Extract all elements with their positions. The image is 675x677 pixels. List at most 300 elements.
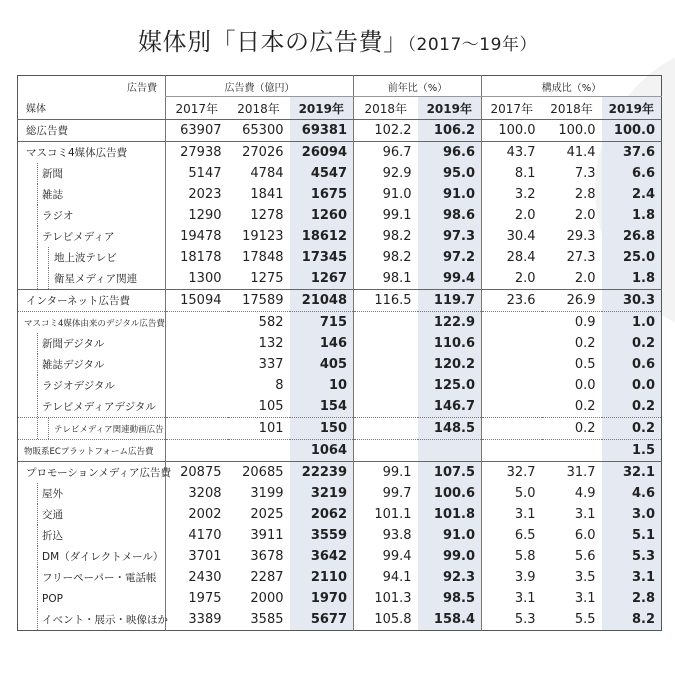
- row-label: [18, 504, 166, 525]
- table-cell: 5.1: [602, 525, 662, 546]
- indent-guide: [37, 375, 38, 396]
- table-cell: 91.0: [418, 525, 482, 546]
- header-year: 2018年: [542, 97, 602, 120]
- table-cell: 21048: [290, 290, 354, 312]
- table-cell: 105.8: [354, 609, 418, 631]
- table-cell: 17345: [290, 247, 354, 268]
- table-cell: 3208: [166, 483, 228, 504]
- table-cell: 98.1: [354, 268, 418, 290]
- row-label-text: 交通: [42, 509, 63, 521]
- table-cell: 18612: [290, 226, 354, 247]
- table-cell: 1.8: [602, 205, 662, 226]
- table-row: [18, 205, 662, 226]
- table-cell: 3642: [290, 546, 354, 567]
- row-label-text: 総広告費: [26, 125, 68, 137]
- table-cell: 99.1: [354, 462, 418, 484]
- table-cell: 3.9: [482, 567, 542, 588]
- table-cell: 0.2: [602, 396, 662, 418]
- row-label: [18, 205, 166, 226]
- table-cell: 1300: [166, 268, 228, 290]
- table-cell: 1267: [290, 268, 354, 290]
- table-cell: 2287: [250, 570, 284, 585]
- table-cell: 2110: [290, 567, 354, 588]
- row-label-text: ラジオ: [42, 210, 74, 222]
- row-label-text: テレビメディア: [42, 231, 115, 243]
- table-cell: 100.0: [482, 120, 542, 142]
- row-label-text: POP: [42, 592, 63, 605]
- title-years: （2017〜19年）: [407, 35, 537, 55]
- indent-guide: [37, 483, 38, 504]
- indent-guide: [37, 333, 38, 354]
- header-year-row: [18, 97, 662, 120]
- table-cell: [354, 333, 418, 354]
- table-cell: [228, 440, 290, 462]
- row-label-text: 雑誌: [42, 189, 63, 201]
- table-row: [18, 525, 662, 546]
- table-cell: 2023: [166, 184, 228, 205]
- table-cell: 0.9: [542, 312, 602, 334]
- row-label-text: 衛星メディア関連: [54, 273, 138, 285]
- row-label: [18, 333, 166, 354]
- table-cell: 0.2: [574, 336, 596, 351]
- table-cell: 3199: [250, 486, 284, 501]
- table-cell: 125.0: [418, 375, 482, 396]
- table-cell: [482, 375, 542, 396]
- header-year: 2019年: [290, 97, 354, 120]
- table-cell: 28.4: [482, 247, 542, 268]
- table-cell: 2.0: [482, 205, 542, 226]
- row-label: [18, 418, 166, 440]
- row-label: [18, 163, 166, 184]
- table-cell: 27026: [228, 142, 290, 164]
- table-cell: 2.0: [574, 208, 596, 223]
- table-row: [18, 546, 662, 567]
- table-cell: 23.6: [482, 290, 542, 312]
- row-label: [18, 268, 166, 290]
- table-row: [18, 226, 662, 247]
- indent-guide: [37, 546, 38, 567]
- indent-guide: [37, 163, 38, 184]
- table-cell: 119.7: [418, 290, 482, 312]
- table-cell: 27.3: [566, 250, 596, 265]
- table-cell: 18178: [166, 247, 228, 268]
- table-cell: [482, 312, 542, 334]
- table-row: [18, 396, 662, 418]
- indent-guide: [37, 184, 38, 205]
- table-cell: [482, 440, 542, 462]
- row-label-text: 雑誌デジタル: [42, 359, 105, 371]
- header-corner-top: 広告費: [127, 82, 157, 94]
- table-cell: 3219: [290, 483, 354, 504]
- table-cell: 20875: [166, 462, 228, 484]
- table-cell: 2.8: [574, 187, 596, 202]
- row-label-text: 新聞: [42, 168, 63, 180]
- table-cell: 1975: [166, 588, 228, 609]
- table-cell: 1260: [290, 205, 354, 226]
- title-main: 媒体別「日本の広告費」: [138, 28, 408, 56]
- table-cell: 8.1: [482, 163, 542, 184]
- table-cell: 6.0: [574, 528, 596, 543]
- table-cell: [354, 396, 418, 418]
- table-row: [18, 312, 662, 334]
- row-label-text: マスコミ4媒体広告費: [26, 147, 128, 159]
- table-cell: 4.9: [574, 486, 596, 501]
- row-label: [18, 483, 166, 504]
- table-cell: 91.0: [354, 184, 418, 205]
- table-cell: 30.4: [482, 226, 542, 247]
- table-row: [18, 483, 662, 504]
- indent-guide: [48, 268, 49, 289]
- table-row: [18, 268, 662, 290]
- row-label-text: 新聞デジタル: [42, 338, 105, 350]
- table-cell: 0.2: [574, 399, 596, 414]
- header-corner-bottom: 媒体: [18, 97, 166, 120]
- table-cell: 150: [290, 418, 354, 440]
- table-cell: 0.2: [542, 418, 602, 440]
- table-cell: 3.1: [482, 588, 542, 609]
- table-cell: 63907: [166, 120, 228, 142]
- row-label-text: プロモーションメディア広告費: [26, 467, 172, 479]
- row-label: [18, 588, 166, 609]
- table-cell: 116.5: [354, 290, 418, 312]
- table-row: [18, 609, 662, 631]
- table-row: [18, 184, 662, 205]
- table-cell: [482, 418, 542, 440]
- table-cell: 0.2: [602, 418, 662, 440]
- table-cell: 98.5: [418, 588, 482, 609]
- row-label: [18, 567, 166, 588]
- header-year: 2018年: [354, 97, 418, 120]
- table-cell: 98.2: [354, 226, 418, 247]
- table-cell: 8.2: [602, 609, 662, 631]
- table-cell: 22239: [290, 462, 354, 484]
- table-cell: [354, 440, 418, 462]
- table-cell: 3389: [166, 609, 228, 631]
- table-cell: 19123: [242, 229, 284, 244]
- table-cell: [166, 312, 228, 334]
- header-group-share: 構成比（%）: [482, 76, 662, 97]
- table-cell: 5147: [166, 163, 228, 184]
- row-label: [18, 142, 166, 164]
- row-label: [18, 184, 166, 205]
- row-label: [18, 525, 166, 546]
- table-row: [18, 462, 662, 484]
- table-cell: 99.0: [418, 546, 482, 567]
- table-cell: 337: [258, 357, 284, 372]
- indent-guide: [37, 504, 38, 525]
- table-cell: 1970: [290, 588, 354, 609]
- table-cell: 3559: [290, 525, 354, 546]
- row-label-text: マスコミ4媒体由来のデジタル広告費: [24, 318, 165, 329]
- table-row: [18, 354, 662, 375]
- table-cell: 0.2: [602, 333, 662, 354]
- table-cell: [482, 333, 542, 354]
- table-cell: 27938: [166, 142, 228, 164]
- table-cell: [354, 354, 418, 375]
- header-year: 2017年: [166, 97, 228, 120]
- table-cell: 3.0: [602, 504, 662, 525]
- table-cell: 30.3: [602, 290, 662, 312]
- row-label-text: 折込: [42, 530, 63, 542]
- table-cell: 2.0: [574, 271, 596, 286]
- table-row: [18, 588, 662, 609]
- table-cell: 1278: [250, 208, 284, 223]
- indent-guide: [37, 354, 38, 375]
- indent-guide: [37, 588, 38, 609]
- table-cell: 26.8: [602, 226, 662, 247]
- table-cell: 2000: [250, 591, 284, 606]
- table-cell: 120.2: [418, 354, 482, 375]
- table-cell: 100.0: [602, 120, 662, 142]
- table-row: [18, 504, 662, 525]
- table-cell: 5677: [290, 609, 354, 631]
- table-cell: 65300: [228, 120, 290, 142]
- row-label: [18, 354, 166, 375]
- indent-guide: [37, 205, 38, 226]
- table-cell: 99.7: [354, 483, 418, 504]
- table-cell: 154: [290, 396, 354, 418]
- table-cell: 17589: [228, 290, 290, 312]
- row-label: [18, 226, 166, 247]
- row-label-text: インターネット広告費: [26, 295, 131, 307]
- page-title: [0, 22, 675, 57]
- table-cell: 98.2: [354, 247, 418, 268]
- table-cell: 41.4: [542, 142, 602, 164]
- row-label: [18, 609, 166, 631]
- table-row: [18, 567, 662, 588]
- table-cell: [482, 354, 542, 375]
- table-cell: 2430: [166, 567, 228, 588]
- indent-guide: [37, 609, 38, 630]
- table-cell: 1675: [290, 184, 354, 205]
- table-cell: 3.1: [574, 507, 596, 522]
- header-group-yoy: 前年比（%）: [354, 76, 482, 97]
- table-cell: 107.5: [418, 462, 482, 484]
- table-cell: 1290: [166, 205, 228, 226]
- table-cell: 2.0: [482, 268, 542, 290]
- table-cell: [418, 440, 482, 462]
- table-cell: 10: [290, 375, 354, 396]
- table-cell: 1064: [290, 440, 354, 462]
- table-cell: 19478: [166, 226, 228, 247]
- table-cell: [542, 440, 602, 462]
- table-row: [18, 163, 662, 184]
- row-label-text: 物販系ECプラットフォーム広告費: [24, 446, 154, 457]
- table-cell: [354, 418, 418, 440]
- table-row: [18, 333, 662, 354]
- table-cell: 5.0: [482, 483, 542, 504]
- table-cell: 0.5: [574, 357, 596, 372]
- table-cell: 2025: [250, 507, 284, 522]
- table-row: [18, 375, 662, 396]
- table-cell: 0.6: [602, 354, 662, 375]
- table-cell: 148.5: [418, 418, 482, 440]
- table-cell: 25.0: [602, 247, 662, 268]
- table-cell: 97.2: [418, 247, 482, 268]
- table-cell: 95.0: [418, 163, 482, 184]
- table-cell: 5.6: [574, 549, 596, 564]
- table-cell: 20685: [228, 462, 290, 484]
- ad-expenditure-table: [17, 75, 662, 631]
- table-cell: 146.7: [418, 396, 482, 418]
- table-cell: 101.1: [354, 504, 418, 525]
- table-cell: 31.7: [542, 462, 602, 484]
- table-cell: 5.3: [482, 609, 542, 631]
- table-cell: [354, 375, 418, 396]
- header-year: 2017年: [482, 97, 542, 120]
- table-cell: 94.1: [354, 567, 418, 588]
- table-cell: 582: [228, 312, 290, 334]
- table-cell: 100.0: [542, 120, 602, 142]
- table-cell: [166, 418, 228, 440]
- table-cell: 715: [290, 312, 354, 334]
- table-cell: 3701: [166, 546, 228, 567]
- table-cell: 93.8: [354, 525, 418, 546]
- indent-guide: [48, 247, 49, 268]
- table-cell: 0.0: [574, 378, 596, 393]
- row-label-text: テレビメディアデジタル: [42, 401, 156, 413]
- row-label-text: イベント・展示・映像ほか: [42, 614, 168, 626]
- table-cell: 96.6: [418, 142, 482, 164]
- row-label: [18, 312, 166, 334]
- table-cell: 158.4: [418, 609, 482, 631]
- table-cell: 99.4: [354, 546, 418, 567]
- row-label: [18, 546, 166, 567]
- table-cell: 92.3: [418, 567, 482, 588]
- table-cell: 102.2: [354, 120, 418, 142]
- table-cell: 100.6: [418, 483, 482, 504]
- table-cell: 105: [258, 399, 284, 414]
- indent-guide: [37, 525, 38, 546]
- table-cell: [166, 440, 228, 462]
- table-row: [18, 290, 662, 312]
- table-cell: 1.8: [602, 268, 662, 290]
- table-cell: [482, 396, 542, 418]
- indent-guide: [48, 418, 49, 439]
- table-cell: 5.8: [482, 546, 542, 567]
- table-cell: [354, 312, 418, 334]
- table-cell: 2.8: [602, 588, 662, 609]
- row-label-text: 屋外: [42, 488, 63, 500]
- table-cell: 8: [275, 378, 284, 393]
- row-label: [18, 440, 166, 462]
- table-cell: 101.8: [418, 504, 482, 525]
- row-label-text: テレビメディア関連動画広告: [54, 424, 164, 435]
- table-body: [18, 120, 662, 631]
- table-cell: 3.5: [574, 570, 596, 585]
- table-cell: 101.3: [354, 588, 418, 609]
- indent-guide: [37, 418, 38, 439]
- table-cell: 122.9: [418, 312, 482, 334]
- table-row: [18, 142, 662, 164]
- table-cell: 32.1: [602, 462, 662, 484]
- table-cell: 2062: [290, 504, 354, 525]
- row-label-text: ラジオデジタル: [42, 380, 115, 392]
- row-label-text: フリーペーパー・電話帳: [42, 572, 157, 584]
- table-cell: 43.7: [482, 142, 542, 164]
- table-cell: 29.3: [566, 229, 596, 244]
- table-cell: 6.5: [482, 525, 542, 546]
- table-cell: 3585: [250, 612, 284, 627]
- table-cell: 2.4: [602, 184, 662, 205]
- table-cell: 7.3: [574, 166, 596, 181]
- table-cell: 98.6: [418, 205, 482, 226]
- table-cell: 3678: [250, 549, 284, 564]
- table-cell: 3911: [250, 528, 284, 543]
- row-label: [18, 462, 172, 484]
- table-row: [18, 418, 662, 440]
- header-group-row: [18, 76, 662, 97]
- table-row: [18, 440, 662, 462]
- table-cell: 106.2: [418, 120, 482, 142]
- table-cell: 3.1: [574, 591, 596, 606]
- table-cell: 4170: [166, 525, 228, 546]
- table-cell: 110.6: [418, 333, 482, 354]
- row-label: [18, 396, 166, 418]
- row-label: [18, 247, 166, 268]
- table-cell: 26.9: [542, 290, 602, 312]
- header-year: 2018年: [228, 97, 290, 120]
- indent-guide: [37, 226, 38, 247]
- table-cell: 32.7: [482, 462, 542, 484]
- table-cell: 405: [290, 354, 354, 375]
- table-cell: 4.6: [602, 483, 662, 504]
- table-row: [18, 120, 662, 142]
- table-cell: 1841: [250, 187, 284, 202]
- table-cell: 6.6: [602, 163, 662, 184]
- table-cell: 97.3: [418, 226, 482, 247]
- indent-guide: [37, 247, 38, 268]
- indent-guide: [37, 268, 38, 289]
- table-cell: 1.5: [602, 440, 662, 462]
- table-cell: 5.5: [574, 612, 596, 627]
- indent-guide: [37, 567, 38, 588]
- row-label: [18, 290, 166, 312]
- table-cell: 4784: [250, 166, 284, 181]
- table-cell: 0.0: [602, 375, 662, 396]
- indent-guide: [37, 396, 38, 417]
- table-cell: 146: [290, 333, 354, 354]
- table-row: [18, 247, 662, 268]
- header-year: 2019年: [418, 97, 482, 120]
- table-cell: [166, 354, 228, 375]
- row-label-text: 地上波テレビ: [54, 252, 117, 264]
- row-label-text: DM（ダイレクトメール）: [42, 551, 164, 563]
- table-cell: 3.2: [482, 184, 542, 205]
- table-cell: [166, 333, 228, 354]
- table-cell: 15094: [166, 290, 228, 312]
- table-cell: 101: [228, 418, 290, 440]
- table-cell: 5.3: [602, 546, 662, 567]
- table-cell: 2002: [166, 504, 228, 525]
- row-label: [18, 120, 166, 142]
- table-cell: [166, 396, 228, 418]
- table-cell: 37.6: [602, 142, 662, 164]
- table-cell: 92.9: [354, 163, 418, 184]
- table-cell: 17848: [242, 250, 284, 265]
- header-year: 2019年: [602, 97, 662, 120]
- table-cell: 132: [258, 336, 284, 351]
- table-cell: 3.1: [482, 504, 542, 525]
- table-cell: 3.1: [602, 567, 662, 588]
- table-cell: [166, 375, 228, 396]
- table-cell: 26094: [290, 142, 354, 164]
- table-cell: 91.0: [418, 184, 482, 205]
- table-cell: 96.7: [354, 142, 418, 164]
- table-cell: 1275: [250, 271, 284, 286]
- table-cell: 99.4: [418, 268, 482, 290]
- table-cell: 99.1: [354, 205, 418, 226]
